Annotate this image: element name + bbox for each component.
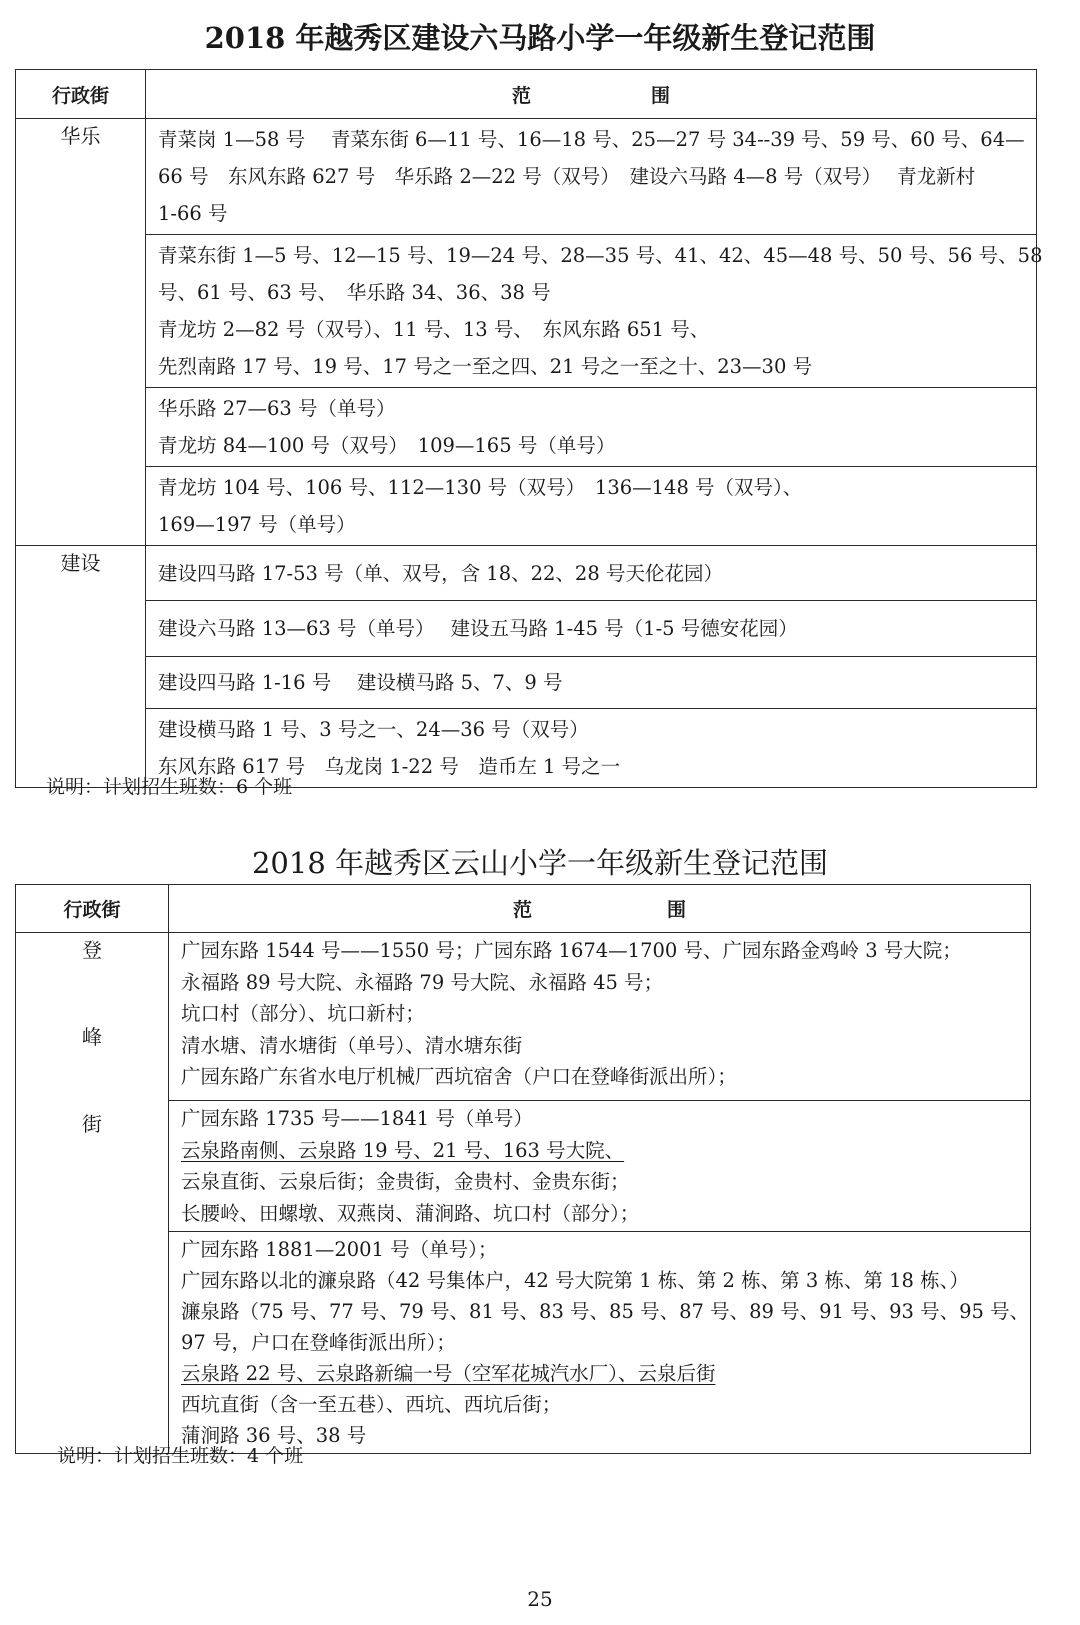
range-cell (146, 119, 1037, 235)
range-line: 华乐路 27—63 号（单号） (158, 397, 396, 420)
district-char: 街 (82, 1112, 102, 1136)
district-cell: 华乐 (16, 119, 146, 546)
table-row (16, 933, 1031, 1101)
range-line: 建设四马路 17-53 号（单、双号，含 18、22、28 号天伦花园） (158, 561, 723, 585)
range-cell (146, 467, 1037, 546)
range-line: 东风东路 617 号 乌龙岗 1-22 号 造币左 1 号之一 (158, 755, 621, 778)
document-title: 2018 年越秀区云山小学一年级新生登记范围 (251, 846, 829, 880)
table-row (16, 388, 1037, 467)
table-row (16, 119, 1037, 235)
range-line: 云泉路 22 号、云泉路新编一号（空军花城汽水厂）、云泉后街 (181, 1362, 716, 1385)
range-line: 建设横马路 1 号、3 号之一、24—36 号（双号） (158, 718, 589, 741)
range-line: 永福路 89 号大院、永福路 79 号大院、永福路 45 号； (181, 970, 664, 994)
table-row (16, 467, 1037, 546)
district-cell: 建设 (16, 546, 146, 788)
range-line: 青龙坊 84—100 号（双号） 109—165 号（单号） (158, 434, 616, 457)
range-cell (146, 601, 1037, 657)
enrollment-note: 说明：计划招生班数：6 个班 (46, 776, 293, 798)
range-line: 建设六马路 13—63 号（单号） 建设五马路 1-45 号（1-5 号德安花园） (158, 617, 798, 640)
document-title: 2018 年越秀区建设六马路小学一年级新生登记范围 (204, 21, 876, 55)
range-cell (169, 1232, 1031, 1454)
range-cell (146, 657, 1037, 709)
range-line: 濂泉路（75 号、77 号、79 号、81 号、83 号、85 号、87 号、89 号、91 号、93 号、95 号、 (181, 1300, 1030, 1323)
range-line: 长腰岭、田螺墩、双燕岗、蒲涧路、坑口村（部分）； (181, 1201, 640, 1225)
range-line: 坑口村（部分）、坑口新村； (181, 1002, 425, 1025)
range-line: 广园东路广东省水电厅机械厂西坑宿舍（户口在登峰街派出所）； (181, 1065, 737, 1088)
range-line: 169—197 号（单号） (158, 513, 356, 536)
table-row (16, 1232, 1031, 1454)
range-line: 云泉直街、云泉后街；金贵街，金贵村、金贵东街； (181, 1170, 630, 1193)
column-header-district: 行政街 (16, 70, 146, 119)
range-line: 青菜东街 1—5 号、12—15 号、19—24 号、28—35 号、41、42、45—48 号、50 号、56 号、58 (158, 244, 1043, 267)
range-line: 66 号 东风东路 627 号 华乐路 2—22 号（双号） 建设六马路 4—8 号（双号） 青龙新村 (158, 165, 976, 188)
district-cell (16, 933, 169, 1454)
district-char: 登 (82, 938, 102, 962)
range-line: 青菜岗 1—58 号 青菜东街 6—11 号、16—18 号、25—27 号 34--39 号、59 号、60 号、64— (158, 128, 1025, 151)
range-line: 清水塘、清水塘街（单号）、清水塘东街 (181, 1033, 523, 1057)
range-line: 97 号，户口在登峰街派出所）； (181, 1331, 456, 1354)
table-row (16, 235, 1037, 388)
range-line: 广园东路 1544 号——1550 号；广园东路 1674—1700 号、广园东路金鸡岭 3 号大院； (181, 939, 962, 962)
range-line: 先烈南路 17 号、19 号、17 号之一至之四、21 号之一至之十、23—30 号 (158, 355, 813, 378)
range-line: 蒲涧路 36 号、38 号 (181, 1424, 367, 1447)
range-cell (169, 1101, 1031, 1232)
table-row (16, 1101, 1031, 1232)
registration-range-table (15, 69, 1043, 788)
range-line: 青龙坊 2—82 号（双号）、11 号、13 号、 东风东路 651 号、 (158, 318, 710, 341)
range-cell (146, 546, 1037, 601)
column-header-range: 范 围 (146, 70, 1037, 119)
registration-range-table (15, 884, 1031, 1454)
table-header-row (16, 885, 1031, 933)
range-line: 广园东路 1735 号——1841 号（单号） (181, 1107, 533, 1130)
table-row (16, 657, 1037, 709)
range-cell (146, 388, 1037, 467)
range-line: 广园东路以北的濂泉路（42 号集体户，42 号大院第 1 栋、第 2 栋、第 3 栋、第 18 栋、） (181, 1269, 969, 1292)
column-header-district: 行政街 (16, 885, 169, 933)
range-line: 青龙坊 104 号、106 号、112—130 号（双号） 136—148 号（双号）、 (158, 476, 803, 499)
enrollment-note: 说明：计划招生班数：4 个班 (57, 1445, 304, 1467)
range-cell (169, 933, 1031, 1101)
range-line: 建设四马路 1-16 号 建设横马路 5、7、9 号 (158, 671, 563, 694)
range-line: 云泉路南侧、云泉路 19 号、21 号、163 号大院、 (181, 1138, 625, 1162)
column-header-range: 范 围 (169, 885, 1031, 933)
page-number: 25 (527, 1587, 553, 1611)
range-line: 1-66 号 (158, 202, 228, 225)
range-line: 西坑直街（含一至五巷）、西坑、西坑后街； (181, 1393, 562, 1416)
range-line: 广园东路 1881—2001 号（单号）； (181, 1238, 498, 1261)
range-cell (146, 235, 1043, 388)
district-char: 峰 (82, 1025, 102, 1049)
table-row (16, 601, 1037, 657)
table-header-row (16, 70, 1037, 119)
range-line: 号、61 号、63 号、 华乐路 34、36、38 号 (158, 281, 551, 304)
table-row (16, 546, 1037, 601)
